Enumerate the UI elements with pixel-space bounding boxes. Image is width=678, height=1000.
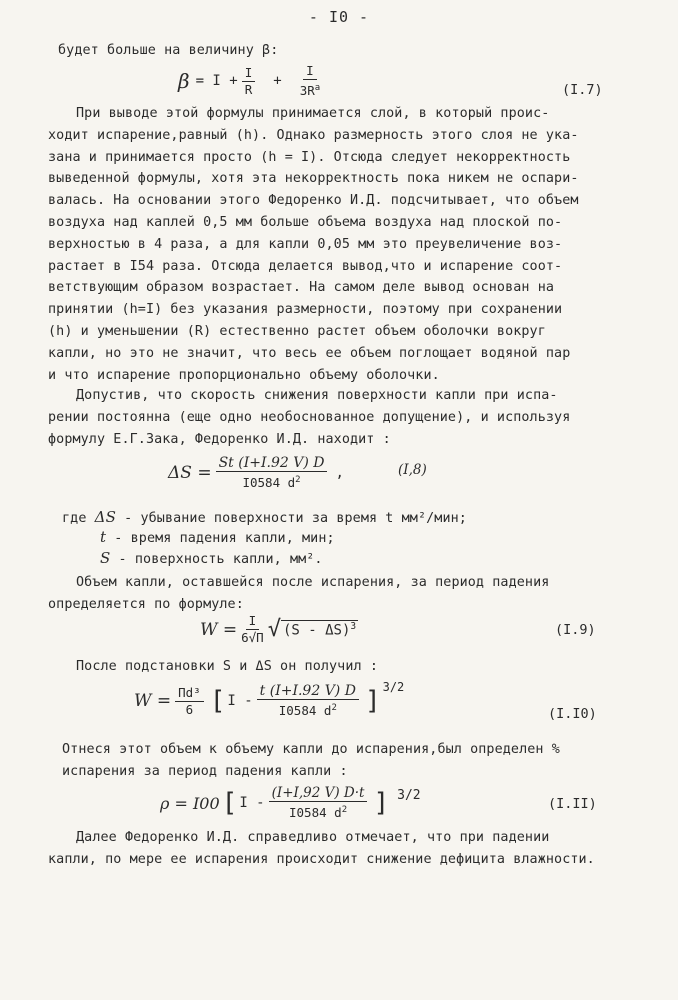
definition-text: - убывание поверхности за время t мм²/мин; (115, 511, 467, 526)
eq3-frac (241, 614, 264, 645)
equation-i7 (178, 64, 324, 98)
text-line: рении постоянна (еще одно необоснованное допущение), и используя (48, 409, 571, 425)
eq5-frac-den (289, 802, 347, 820)
definition-symbol: S (100, 549, 111, 567)
eq4-frac2-den (279, 700, 337, 718)
eq4-frac2-den-base: I0584 d (278, 703, 332, 719)
text-line: Допустив, что скорость снижения поверхности капли при испа- (76, 388, 558, 403)
eq3-lhs: W = (200, 619, 238, 640)
equation-i8 (168, 456, 344, 490)
eq4-frac2 (257, 684, 359, 718)
definition-prefix: где (62, 511, 95, 526)
eq3-radicand-sup: 3 (350, 621, 357, 633)
text-line: валась. На основании этого Федоренко И.Д. подсчитывает, что объем (48, 193, 579, 209)
eq4-close-bracket: ] (364, 686, 381, 717)
eq5-frac-num: (I+I,92 V) D·t (269, 786, 368, 802)
eq3-radicand (281, 620, 358, 639)
after-eq3-line: После подстановки S и ΔS он получил : (76, 659, 378, 674)
definition-symbol: ΔS (94, 508, 116, 526)
text-line: Далее Федоренко И.Д. справедливо отмечает, что при падении (76, 830, 550, 845)
definition-row (100, 529, 335, 547)
eq5-one: I - (239, 795, 265, 812)
definition-row (62, 509, 467, 527)
eq4-frac2-num: t (I+I.92 V) D (257, 684, 359, 700)
text-line: выведенной формулы, хотя эта некорректность пока никем не оспари- (48, 171, 579, 187)
equation-i9 (200, 614, 358, 645)
text-line: формулу Е.Г.Зака, Федоренко И.Д. находит : (48, 431, 391, 447)
eq5-frac-den-base: I0584 d (289, 805, 342, 821)
text-line: ходит испарение,равный (h). Однако размерность этого слоя не ука- (48, 127, 579, 143)
eq1-frac2-num: I (303, 64, 317, 80)
eq1-frac1-den: R (244, 81, 253, 97)
eq1-frac2-den (300, 80, 320, 98)
eq4-open-bracket: [ (209, 686, 226, 717)
text-line: При выводе этой формулы принимается слой, в который проис- (76, 106, 550, 121)
eq2-number: (I,8) (398, 462, 427, 478)
eq3-frac-den: 6√Π (241, 630, 264, 645)
eq3-radical (268, 617, 358, 642)
eq5-open-bracket: [ (221, 788, 238, 819)
equation-i10 (134, 680, 405, 719)
eq1-lhs: β (178, 69, 190, 94)
eq4-power: 3/2 (382, 680, 405, 695)
eq1-plus: + (273, 73, 282, 90)
definition-text: - поверхность капли, мм². (110, 552, 323, 567)
eq5-power: 3/2 (397, 787, 421, 803)
eq1-frac2-den-sup: a (314, 83, 321, 93)
eq5-close-bracket: ] (373, 788, 390, 819)
eq2-frac (216, 456, 328, 490)
text-line: верхностью в 4 раза, а для капли 0,05 мм это преувеличение воз- (48, 236, 563, 252)
eq4-frac1 (175, 686, 204, 717)
eq2-frac-num: St (I+I.92 V) D (216, 456, 328, 472)
eq5-frac-den-sup: 2 (341, 805, 348, 815)
eq1-frac1 (242, 66, 256, 97)
text-line: ветствующим образом возрастает. На самом деле вывод основан на (48, 280, 555, 296)
sqrt-icon: √ (267, 617, 281, 642)
eq4-lhs: W = (134, 691, 172, 712)
eq4-number: (I.I0) (548, 706, 597, 722)
text-line: определяется по формуле: (48, 596, 244, 612)
eq2-frac-den (242, 472, 300, 490)
eq4-frac1-num: Πd³ (175, 686, 204, 702)
eq4-frac2-den-sup: 2 (331, 703, 337, 713)
eq3-frac-num: I (246, 614, 260, 630)
intro-line: будет больше на величину β: (58, 43, 279, 58)
text-line: (h) и уменьшении (R) естественно растет объем оболочки вокруг (48, 324, 546, 339)
eq5-number: (I.II) (548, 796, 597, 812)
eq5-frac (269, 786, 368, 820)
text-line: воздуха над каплей 0,5 мм больше объема воздуха над плоской по- (48, 215, 563, 230)
text-line: капли, по мере ее испарения происходит снижение дефицита влажности. (48, 851, 595, 867)
text-line: зана и принимается просто (h = I). Отсюда следует некорректность (48, 149, 571, 165)
page-number: - I0 - (308, 8, 370, 26)
text-line: Объем капли, оставшейся после испарения, за период падения (76, 575, 550, 590)
eq2-frac-den-sup: 2 (295, 475, 301, 485)
text-line: принятии (h=I) без указания размерности, поэтому при сохранении (48, 302, 563, 318)
eq5-lhs: ρ = I00 (160, 793, 220, 813)
eq3-radicand-base: (S - ΔS) (282, 622, 351, 639)
definition-row (100, 550, 323, 568)
eq2-lhs: ΔS = (168, 463, 212, 484)
eq1-frac2-den-base: 3R (299, 83, 315, 99)
equation-i11 (160, 786, 421, 820)
eq4-frac1-den: 6 (185, 701, 194, 717)
text-line: растает в I54 раза. Отсюда делается вывод,что и испарение соот- (48, 258, 563, 274)
eq2-frac-den-base: I0584 d (242, 475, 296, 491)
eq1-term: = I + (195, 73, 238, 90)
text-line: капли, но это не значит, что весь ее объем поглощает водяной пар (48, 345, 571, 361)
eq1-frac2 (300, 64, 320, 98)
definition-symbol: t (100, 528, 107, 546)
eq3-number: (I.9) (555, 622, 596, 638)
eq1-number: (I.7) (562, 82, 603, 98)
eq4-one: I - (227, 693, 253, 710)
text-line: Отнеся этот объем к объему капли до испарения,был определен % (62, 742, 560, 757)
eq1-frac1-num: I (242, 66, 256, 82)
definition-text: - время падения капли, мин; (106, 531, 335, 546)
text-line: и что испарение пропорционально объему оболочки. (48, 367, 440, 383)
text-line: испарения за период падения капли : (62, 763, 348, 779)
eq2-comma: , (335, 465, 344, 482)
